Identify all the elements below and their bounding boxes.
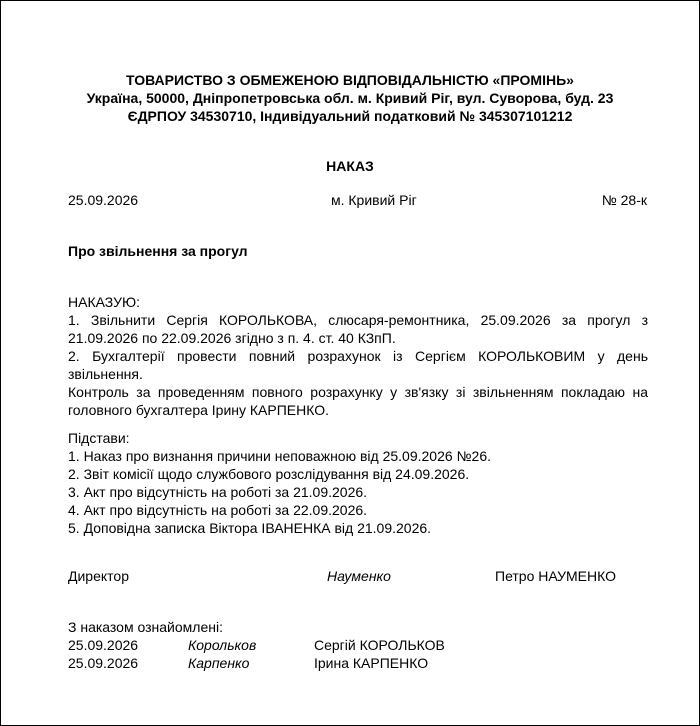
signature-position: Директор [68,568,129,584]
ack-row-name: Ірина КАРПЕНКО [314,655,429,671]
order-item-1-line-1: 1. Звільнити Сергія КОРОЛЬКОВА, слюсаря-ремонтника, 25.09.2026 за прогул з [68,312,648,328]
grounds-item: 3. Акт про відсутність на роботі за 21.09.2026. [68,484,368,500]
ack-row-name: Сергій КОРОЛЬКОВ [314,637,445,653]
ack-row-sign: Корольков [188,637,257,653]
order-item-2-line-2: звільнення. [68,366,143,382]
order-control-line-1: Контроль за проведенням повного розрахунку у зв'язку зі звільненням покладаю на [68,384,648,400]
grounds-item: 4. Акт про відсутність на роботі за 22.09.2026. [68,502,368,518]
order-subject: Про звільнення за прогул [68,243,248,259]
order-item-1-line-2: 21.09.2026 по 22.09.2026 згідно з п. 4. ст. 40 КЗпП. [68,330,396,346]
org-codes: ЄДРПОУ 34530710, Індивідуальний податковий № 345307101212 [127,108,573,124]
org-name: ТОВАРИСТВО З ОБМЕЖЕНОЮ ВІДПОВІДАЛЬНІСТЮ «ПРОМІНЬ» [126,72,574,88]
ack-row-date: 25.09.2026 [68,655,139,671]
grounds-section [68,429,648,537]
grounds-item: 5. Доповідна записка Віктора ІВАНЕНКА від 21.09.2026. [68,520,432,536]
acknowledgment-title: З наказом ознайомлені: [68,619,223,635]
order-date: 25.09.2026 [68,192,139,208]
order-intro: НАКАЗУЮ: [68,294,141,310]
order-control-line-2: головного бухгалтера Ірину КАРПЕНКО. [68,402,330,418]
ack-row-date: 25.09.2026 [68,637,139,653]
signature-name: Петро НАУМЕНКО [495,568,616,584]
signature-handwritten: Науменко [327,568,391,584]
grounds-title: Підстави: [68,430,130,446]
grounds-item: 1. Наказ про визнання причини неповажною від 25.09.2026 №26. [68,448,492,464]
ack-row-sign: Карпенко [188,655,250,671]
order-item-2-line-1: 2. Бухгалтерії провести повний розрахунок із Сергієм КОРОЛЬКОВИМ у день [68,348,648,364]
doc-title: НАКАЗ [326,158,374,174]
order-city: м. Кривий Ріг [331,192,417,208]
order-body [68,293,648,419]
order-number: № 28-к [601,192,647,208]
org-address: Україна, 50000, Дніпропетровська обл. м. Кривий Ріг, вул. Суворова, буд. 23 [86,90,614,106]
grounds-item: 2. Звіт комісії щодо службового розслідування від 24.09.2026. [68,466,470,482]
